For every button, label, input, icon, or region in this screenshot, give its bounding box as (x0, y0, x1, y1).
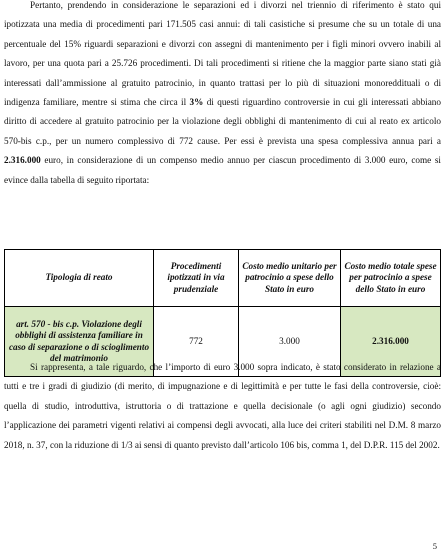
header-tipologia: Tipologia di reato (5, 250, 154, 307)
cell-costo-unitario: 3.000 (239, 307, 341, 377)
intro-paragraph (4, 0, 441, 190)
header-costo-totale: Costo medio totale spese per patrocinio a spese dello Stato in euro (341, 250, 441, 307)
page-number: 5 (432, 541, 437, 551)
text-segment: Pertanto, prendendo in considerazione le separazioni ed i divorzi nel triennio di riferimento è stato qui ipotizzata una media di procedimenti pari 171.505 casi annui: di tali casistiche si presume che su un totale di una percentuale del 15% riguardi separazioni e divorzi con assegni di mantenimento per i figli minori ovvero inabili al lavoro, per una quota pari a 25.726 procedimenti. Di tali procedimenti si ritiene che la maggior parte siano stati già interessati dall’ammissione al gratuito patrocinio, in quanto trattasi per lo più di situazioni monoreddituali o di indigenza familiare, mentre si stima che circa il (4, 0, 441, 108)
header-costo-unitario: Costo medio unitario per patrocinio a spese dello Stato in euro (239, 250, 341, 307)
cell-reato: art. 570 - bis c.p. Violazione degli obblighi di assistenza familiare in caso di separazione o di scioglimento del matrimonio (5, 307, 154, 377)
explanation-paragraph: Si rappresenta, a tale riguardo, che l’importo di euro 3.000 sopra indicato, è stato considerato in relazione a tutti e tre i gradi di giudizio (di merito, di impugnazione e di legittimità e per tutte le fasi della controversie, cioè: quella di studio, introduttiva, istruttoria o di trattazione e quella decisionale (o agli ogni giudizio) secondo l’applicazione dei parametri vigenti relativi ai compensi degli avvocati, alla luce dei criteri stabiliti nel D.M. 8 marzo 2018, n. 37, con la riduzione di 1/3 ai sensi di quanto previsto dall’articolo 106 bis, comma 1, del D.P.R. 115 del 2002. (4, 362, 441, 450)
bold-segment-total: 2.316.000 (4, 155, 41, 166)
cell-costo-totale: 2.316.000 (341, 307, 441, 377)
cell-procedimenti: 772 (154, 307, 239, 377)
table-header-row (5, 250, 441, 307)
text-segment: euro, in considerazione di un compenso medio annuo per ciascun procedimento di 3.000 euro, come si evince dalla tabella di seguito riportata: (4, 155, 441, 185)
text-segment: di questi riguardino controversie in cui gli interessati abbiano diritto di accedere al gratuito patrocinio per la violazione degli obblighi di mantenimento di cui al reato ex articolo 570-bis c.p., per un numero complessivo di 772 cause. Per essi è prevista una spesa complessiva annua pari a (4, 97, 441, 146)
header-procedimenti: Procedimenti ipotizzati in via prudenziale (154, 250, 239, 307)
bold-segment-percentage: 3% (189, 97, 204, 108)
